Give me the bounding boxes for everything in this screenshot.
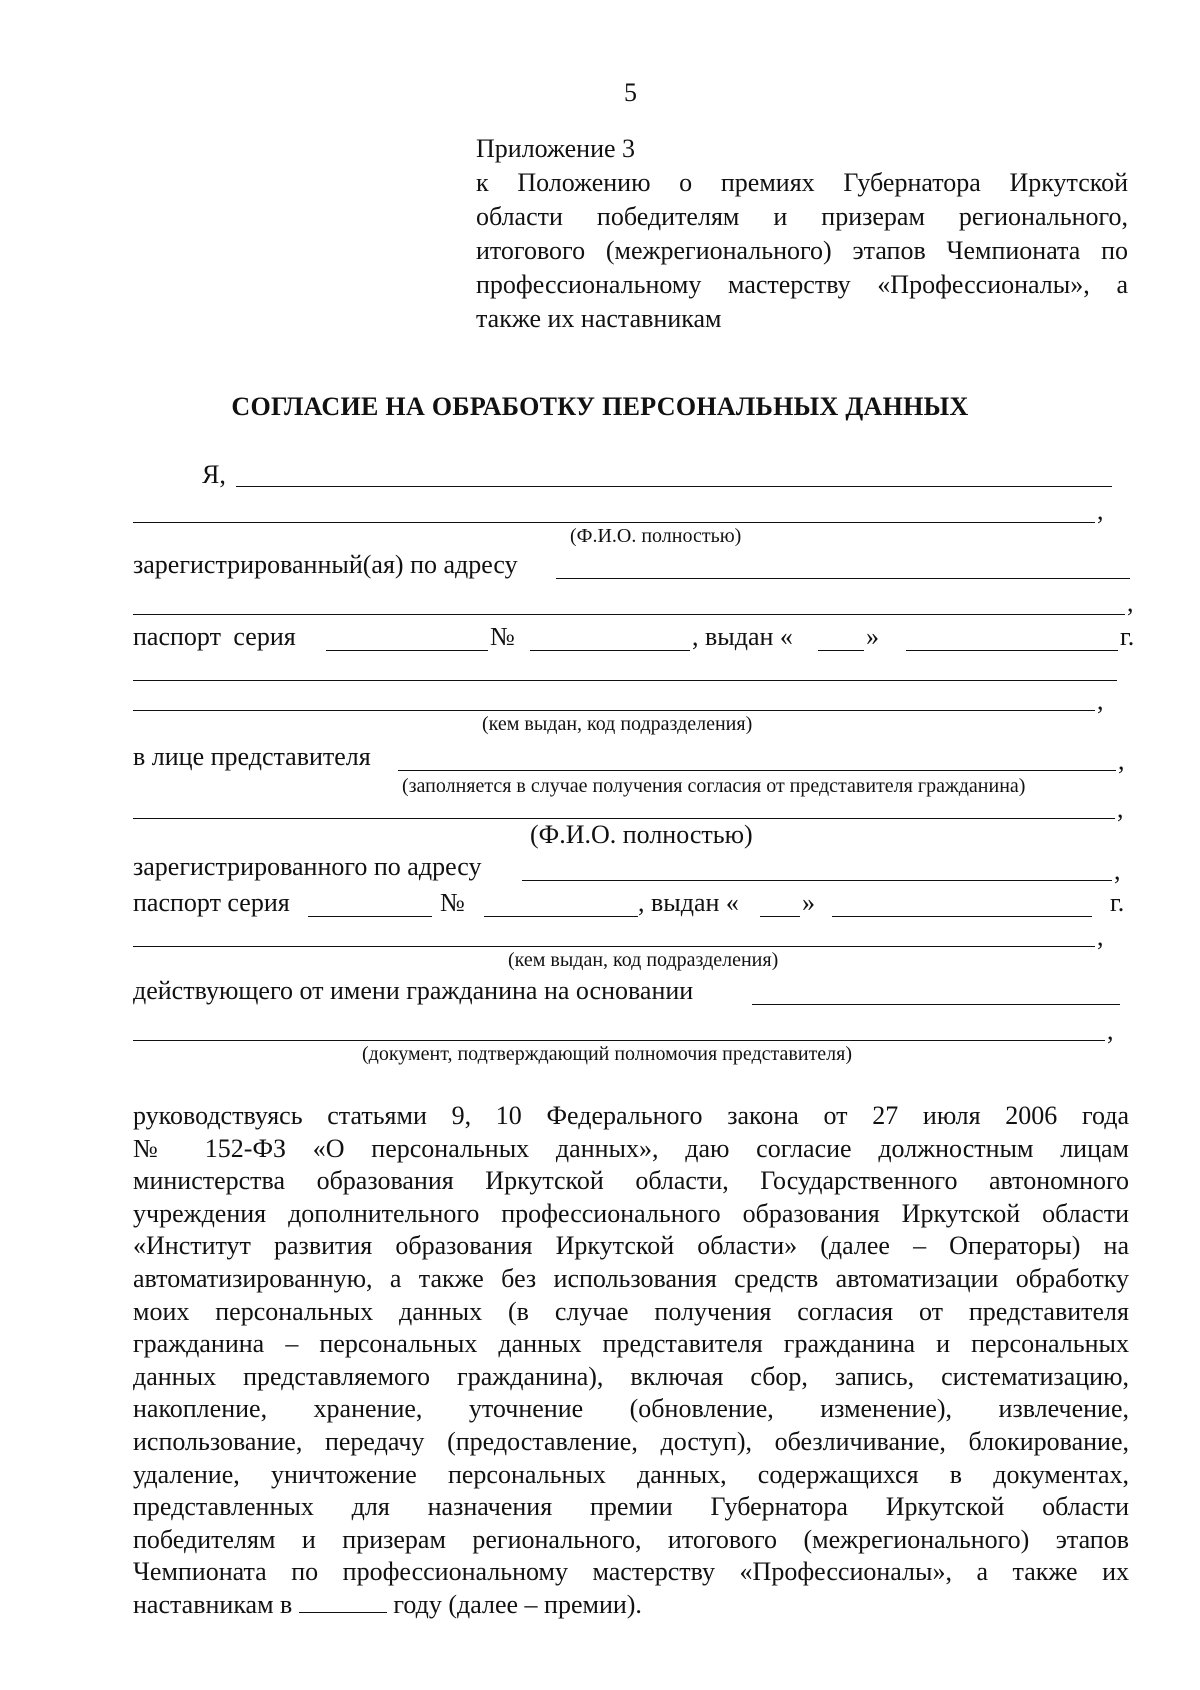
issued-day-field[interactable] [818, 650, 864, 651]
year-field[interactable] [299, 1590, 387, 1613]
body-last-prefix: наставникам в [133, 1589, 293, 1619]
appendix-line: профессиональному мастерству «Профессионалы», а [476, 270, 1128, 299]
appendix-line: области победителям и призерам регионального, [476, 202, 1128, 231]
representative-field-line[interactable] [398, 770, 1116, 771]
rep-passport-series-field[interactable] [308, 916, 432, 917]
comma: , [1097, 686, 1104, 715]
comma: , [1118, 746, 1125, 775]
comma: , [1107, 1016, 1114, 1045]
body-last-suffix: году (далее – премии). [393, 1589, 642, 1619]
passport-number-field[interactable] [530, 650, 690, 651]
address-field-line[interactable] [556, 578, 1130, 579]
body-line: накопление, хранение, уточнение (обновление, изменение), извлечение, [133, 1394, 1129, 1424]
fio-field-line[interactable] [236, 486, 1112, 487]
fio-field-line-2[interactable] [133, 522, 1095, 523]
basis-document-field-line-2[interactable] [133, 1040, 1105, 1041]
body-line: представленных для назначения премии Губернатора Иркутской области [133, 1492, 1129, 1522]
label-ya: Я, [202, 460, 226, 489]
fio-caption: (Ф.И.О. полностью) [570, 525, 742, 547]
body-line: удаление, уничтожение персональных данных, содержащихся в документах, [133, 1459, 1129, 1489]
label-registered: зарегистрированный(ая) по адресу [133, 550, 518, 579]
body-line: моих персональных данных (в случае получения согласия от представителя [133, 1296, 1129, 1326]
rep-issued-by-field-line[interactable] [133, 946, 1095, 947]
body-line: министерства образования Иркутской области, Государственного автономного [133, 1166, 1129, 1196]
rep-issued-day-field[interactable] [760, 916, 800, 917]
rep-fio-caption: (Ф.И.О. полностью) [530, 820, 753, 849]
year-suffix: г. [1120, 622, 1135, 651]
label-acting-on-behalf: действующего от имени гражданина на основании [133, 976, 694, 1005]
appendix-line: к Положению о премиях Губернатора Иркутской [476, 168, 1128, 197]
body-line: автоматизированную, а также без использования средств автоматизации обработку [133, 1263, 1129, 1293]
label-number: № [490, 622, 515, 651]
close-quote: » [802, 888, 815, 917]
label-rep-issued: , выдан « [638, 888, 739, 917]
rep-issued-by-caption: (кем выдан, код подразделения) [508, 949, 779, 971]
passport-series-field[interactable] [326, 650, 488, 651]
label-rep-number: № [440, 888, 465, 917]
consent-body [133, 1100, 1129, 1622]
document-caption: (документ, подтверждающий полномочия представителя) [362, 1043, 853, 1065]
issued-by-field-line[interactable] [133, 680, 1117, 681]
rep-year-suffix: г. [1110, 888, 1125, 917]
comma: , [1097, 496, 1104, 525]
representative-caption: (заполняется в случае получения согласия от представителя гражданина) [402, 775, 1026, 797]
body-line: гражданина – персональных данных представителя гражданина и персональных [133, 1329, 1129, 1359]
basis-document-field-line[interactable] [752, 1004, 1120, 1005]
rep-address-field-line[interactable] [522, 880, 1112, 881]
body-line: данных представляемого гражданина), включая сбор, запись, систематизацию, [133, 1361, 1129, 1391]
address-field-line-2[interactable] [133, 614, 1125, 615]
body-line: учреждения дополнительного профессионального образования Иркутской области [133, 1198, 1129, 1228]
appendix-header [476, 132, 1128, 336]
issued-date-field[interactable] [906, 650, 1118, 651]
label-issued: , выдан « [692, 622, 793, 651]
rep-fio-field-line[interactable] [133, 818, 1115, 819]
label-rep-registered: зарегистрированного по адресу [133, 852, 482, 881]
label-representative: в лице представителя [133, 742, 371, 771]
comma: , [1114, 856, 1121, 885]
comma: , [1127, 588, 1134, 617]
page-number: 5 [624, 78, 637, 107]
issued-by-caption: (кем выдан, код подразделения) [482, 713, 753, 735]
body-line: использование, передачу (предоставление, доступ), обезличивание, блокирование, [133, 1426, 1129, 1456]
issued-by-field-line-2[interactable] [133, 710, 1095, 711]
document-title: СОГЛАСИЕ НА ОБРАБОТКУ ПЕРСОНАЛЬНЫХ ДАННЫХ [231, 392, 969, 421]
body-last-line [133, 1589, 1129, 1622]
label-rep-passport-series: паспорт серия [133, 888, 290, 917]
comma: , [1097, 922, 1104, 951]
appendix-line: Приложение 3 [476, 134, 636, 163]
comma: , [1117, 794, 1124, 823]
body-line: победителям и призерам регионального, итогового (межрегионального) этапов [133, 1524, 1129, 1554]
body-line: руководствуясь статьями 9, 10 Федерального закона от 27 июля 2006 года [133, 1101, 1129, 1130]
rep-passport-number-field[interactable] [484, 916, 638, 917]
body-line: Чемпионата по профессиональному мастерству «Профессионалы», а также их [133, 1557, 1129, 1587]
rep-issued-date-field[interactable] [832, 916, 1092, 917]
appendix-line: итогового (межрегионального) этапов Чемпионата по [476, 236, 1128, 265]
appendix-line: также их наставникам [476, 304, 722, 333]
label-passport-series: паспорт серия [133, 622, 296, 651]
body-line: «Институт развития образования Иркутской области» (далее – Операторы) на [133, 1231, 1129, 1261]
close-quote: » [866, 622, 879, 651]
body-line: № 152-ФЗ «О персональных данных», даю согласие должностным лицам [133, 1133, 1129, 1163]
